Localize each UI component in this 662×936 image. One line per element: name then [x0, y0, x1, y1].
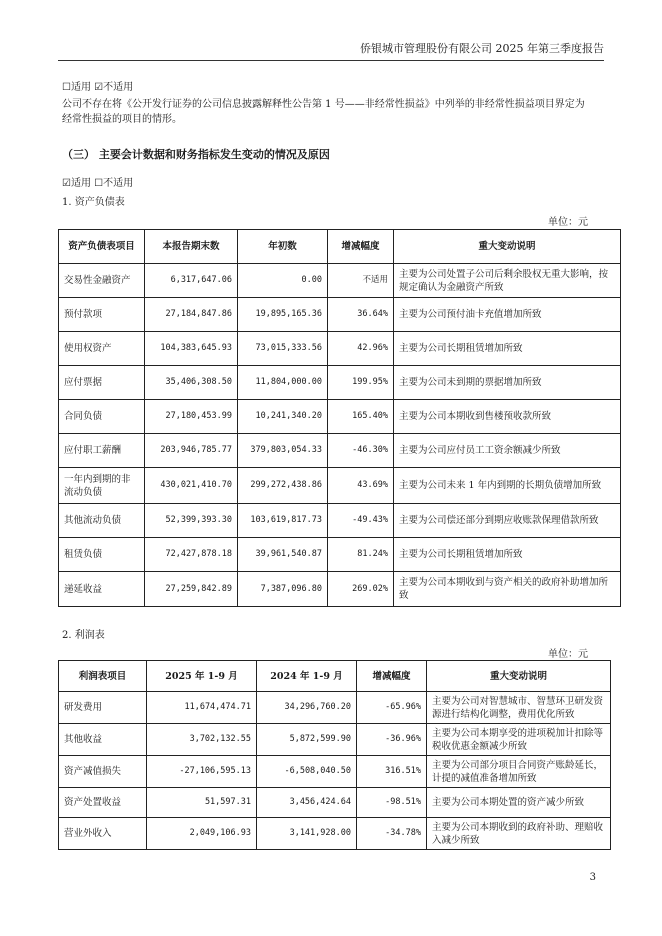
change-rate: -46.30%: [328, 434, 394, 468]
current-value: 11,674,474.71: [147, 692, 257, 724]
applicable-line-2: ☑适用 ☐不适用: [62, 178, 134, 189]
current-value: 52,399,393.30: [145, 504, 238, 538]
current-value: 430,021,410.70: [145, 468, 238, 504]
change-rate: 81.24%: [328, 538, 394, 572]
change-reason: 主要为公司本期收到售楼预收款所致: [394, 400, 621, 434]
section-3-title: （三） 主要会计数据和财务指标发生变动的情况及原因: [62, 148, 330, 161]
balance-unit: 单位：元: [548, 217, 588, 228]
prior-value: 3,141,928.00: [257, 818, 357, 850]
table-row: [59, 788, 611, 818]
item-name: 营业外收入: [59, 818, 147, 850]
table-row: [59, 400, 621, 434]
change-reason: 主要为公司本期收到与资产相关的政府补助增加所致: [394, 572, 621, 607]
column-header: 重大变动说明: [394, 230, 621, 264]
income-statement-table: [58, 660, 611, 850]
table-header-row: [59, 661, 611, 692]
opening-value: 0.00: [238, 264, 328, 298]
change-rate: -49.43%: [328, 504, 394, 538]
item-name: 合同负债: [59, 400, 145, 434]
opening-value: 73,015,333.56: [238, 332, 328, 366]
current-value: 3,702,132.55: [147, 724, 257, 756]
change-reason: 主要为公司处置子公司后剩余股权无重大影响，按规定确认为金融资产所致: [394, 264, 621, 298]
current-value: 35,406,308.50: [145, 366, 238, 400]
prior-value: 34,296,760.20: [257, 692, 357, 724]
change-reason: 主要为公司长期租赁增加所致: [394, 538, 621, 572]
item-name: 递延收益: [59, 572, 145, 607]
change-rate: 165.40%: [328, 400, 394, 434]
change-rate: 43.69%: [328, 468, 394, 504]
change-reason: 主要为公司本期收到的政府补助、理赔收入减少所致: [427, 818, 611, 850]
non-recurring-statement: 公司不存在将《公开发行证券的公司信息披露解释性公告第 1 号——非经常性损益》中列举的非经常性损益项目界定为经常性损益的项目的情形。: [62, 99, 585, 125]
change-reason: 主要为公司应付员工工资余额减少所致: [394, 434, 621, 468]
change-reason: 主要为公司预付油卡充值增加所致: [394, 298, 621, 332]
column-header: 增减幅度: [357, 661, 427, 692]
change-rate: -98.51%: [357, 788, 427, 818]
change-reason: 主要为公司偿还部分到期应收账款保理借款所致: [394, 504, 621, 538]
current-value: 27,180,453.99: [145, 400, 238, 434]
opening-value: 10,241,340.20: [238, 400, 328, 434]
item-name: 资产减值损失: [59, 756, 147, 788]
change-reason: 主要为公司本期享受的进项税加计扣除等税收优惠金额减少所致: [427, 724, 611, 756]
income-statement-heading: 2. 利润表: [62, 630, 105, 641]
prior-value: 5,872,599.90: [257, 724, 357, 756]
opening-value: 7,387,096.80: [238, 572, 328, 607]
applicable-line-1: ☐适用 ☑不适用: [62, 82, 134, 93]
change-reason: 主要为公司长期租赁增加所致: [394, 332, 621, 366]
current-value: 203,946,785.77: [145, 434, 238, 468]
page-header-title: 侨银城市管理股份有限公司 2025 年第三季度报告: [360, 42, 604, 55]
item-name: 其他流动负债: [59, 504, 145, 538]
table-row: [59, 756, 611, 788]
item-name: 交易性金融资产: [59, 264, 145, 298]
item-name: 其他收益: [59, 724, 147, 756]
item-name: 应付职工薪酬: [59, 434, 145, 468]
current-value: -27,106,595.13: [147, 756, 257, 788]
current-value: 72,427,878.18: [145, 538, 238, 572]
current-value: 51,597.31: [147, 788, 257, 818]
table-row: [59, 504, 621, 538]
column-header: 利润表项目: [59, 661, 147, 692]
change-rate: 269.02%: [328, 572, 394, 607]
balance-sheet-table: [58, 229, 621, 607]
opening-value: 19,895,165.36: [238, 298, 328, 332]
opening-value: 299,272,438.86: [238, 468, 328, 504]
item-name: 租赁负债: [59, 538, 145, 572]
income-unit: 单位：元: [548, 649, 588, 660]
column-header: 2024 年 1-9 月: [257, 661, 357, 692]
current-value: 27,184,847.86: [145, 298, 238, 332]
change-rate: -34.78%: [357, 818, 427, 850]
change-rate: 42.96%: [328, 332, 394, 366]
opening-value: 103,619,817.73: [238, 504, 328, 538]
change-rate: 不适用: [328, 264, 394, 298]
opening-value: 11,804,000.00: [238, 366, 328, 400]
current-value: 27,259,842.89: [145, 572, 238, 607]
change-rate: -65.96%: [357, 692, 427, 724]
change-reason: 主要为公司本期处置的资产减少所致: [427, 788, 611, 818]
item-name: 应付票据: [59, 366, 145, 400]
current-value: 2,049,106.93: [147, 818, 257, 850]
item-name: 一年内到期的非流动负债: [59, 468, 145, 504]
change-rate: 36.64%: [328, 298, 394, 332]
opening-value: 379,803,054.33: [238, 434, 328, 468]
column-header: 本报告期末数: [145, 230, 238, 264]
change-reason: 主要为公司未到期的票据增加所致: [394, 366, 621, 400]
table-row: [59, 818, 611, 850]
header-divider: [58, 60, 604, 61]
table-row: [59, 538, 621, 572]
current-value: 6,317,647.06: [145, 264, 238, 298]
table-row: [59, 366, 621, 400]
table-row: [59, 468, 621, 504]
item-name: 研发费用: [59, 692, 147, 724]
opening-value: 39,961,540.87: [238, 538, 328, 572]
table-row: [59, 264, 621, 298]
change-reason: 主要为公司对智慧城市、智慧环卫研发资源进行结构化调整，费用优化所致: [427, 692, 611, 724]
change-rate: 316.51%: [357, 756, 427, 788]
prior-value: 3,456,424.64: [257, 788, 357, 818]
table-row: [59, 692, 611, 724]
prior-value: -6,508,040.50: [257, 756, 357, 788]
table-header-row: [59, 230, 621, 264]
item-name: 使用权资产: [59, 332, 145, 366]
column-header: 年初数: [238, 230, 328, 264]
current-value: 104,383,645.93: [145, 332, 238, 366]
column-header: 重大变动说明: [427, 661, 611, 692]
change-rate: -36.96%: [357, 724, 427, 756]
table-row: [59, 332, 621, 366]
change-reason: 主要为公司未来 1 年内到期的长期负债增加所致: [394, 468, 621, 504]
item-name: 预付款项: [59, 298, 145, 332]
column-header: 2025 年 1-9 月: [147, 661, 257, 692]
change-reason: 主要为公司部分项目合同资产账龄延长，计提的减值准备增加所致: [427, 756, 611, 788]
page-number: 3: [589, 872, 596, 883]
column-header: 资产负债表项目: [59, 230, 145, 264]
change-rate: 199.95%: [328, 366, 394, 400]
table-row: [59, 724, 611, 756]
column-header: 增减幅度: [328, 230, 394, 264]
table-row: [59, 572, 621, 607]
table-row: [59, 434, 621, 468]
balance-sheet-heading: 1. 资产负债表: [62, 197, 125, 208]
table-row: [59, 298, 621, 332]
item-name: 资产处置收益: [59, 788, 147, 818]
